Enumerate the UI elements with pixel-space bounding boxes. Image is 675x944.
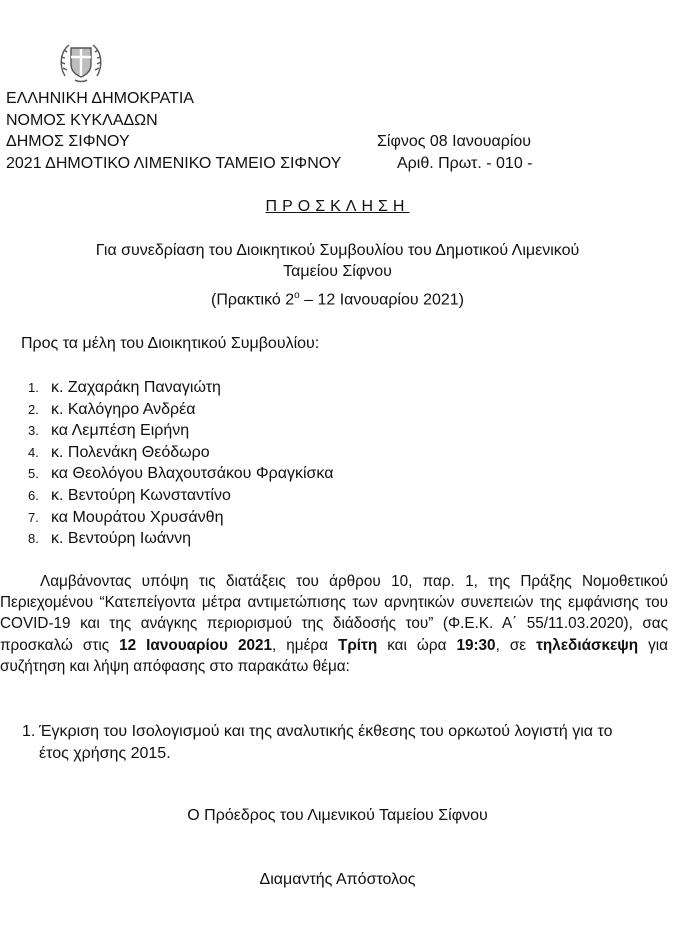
minutes-reference bbox=[0, 290, 675, 309]
member-item bbox=[28, 485, 333, 507]
member-item bbox=[28, 528, 333, 550]
meeting-purpose bbox=[0, 240, 675, 282]
member-number: 7. bbox=[28, 509, 39, 525]
agenda-item bbox=[22, 721, 627, 765]
member-item bbox=[28, 507, 333, 529]
body-text-part: για συζήτηση και λήψη απόφασης στο παρακάτω θέμα: bbox=[0, 636, 669, 675]
minutes-ordinal: ο bbox=[294, 290, 300, 301]
member-name: κ. Ζαχαράκη Παναγιώτη bbox=[51, 379, 221, 396]
member-item bbox=[28, 463, 333, 485]
member-number: 1. bbox=[28, 380, 39, 395]
signature-role: Ο Πρόεδρος του Λιμενικού Ταμείου Σίφνου bbox=[187, 807, 488, 824]
body-text-part: , ημέρα bbox=[272, 636, 338, 654]
member-number: 6. bbox=[28, 487, 39, 503]
purpose-line: Ταμείου Σίφνου bbox=[283, 263, 392, 280]
protocol-number: Αριθ. Πρωτ. - 010 - bbox=[397, 154, 533, 172]
document-title: ΠΡΟΣΚΛΗΣΗ bbox=[265, 198, 410, 215]
member-name: κ. Βεντούρη Ιωάννη bbox=[51, 530, 191, 548]
member-number: 5. bbox=[28, 466, 39, 482]
member-name: κ. Καλόγηρο Ανδρέα bbox=[51, 400, 196, 418]
body-text-part: Λαμβάνοντας υπόψη τις διατάξεις του άρθρου 10, παρ. 1, της Πράξης Νομοθετικού Περιεχομένου “Κατεπείγοντα μέτρα αντιμετώπισης των αρνητικών συνεπειών της εμφάνισης του COVID-19 και της ανάγκης περιορισμού της διάδοσής του” (Φ.Ε.Κ. Α΄ 55/11.03.2020), σας προσκαλώ στις bbox=[0, 573, 668, 654]
purpose-line: Για συνεδρίαση του Διοικητικού Συμβουλίου του Δημοτικού Λιμενικού bbox=[95, 242, 580, 259]
place-date: Σίφνος 08 Ιανουαρίου bbox=[377, 133, 532, 150]
member-number: 8. bbox=[28, 531, 39, 547]
meeting-time: 19:30 bbox=[456, 636, 496, 654]
invitation-body bbox=[0, 571, 668, 677]
meeting-date: 12 Ιανουαρίου 2021 bbox=[119, 636, 272, 654]
member-name: κα Θεολόγου Βλαχουτσάκου Φραγκίσκα bbox=[51, 465, 334, 483]
header-line-republic: ΕΛΛΗΝΙΚΗ ΔΗΜΟΚΡΑΤΙΑ bbox=[6, 90, 194, 107]
member-number: 4. bbox=[28, 444, 39, 460]
member-name: κα Μουράτου Χρυσάνθη bbox=[51, 508, 224, 526]
member-name: κα Λεμπέση Ειρήνη bbox=[51, 422, 190, 440]
header-line-municipality: ΔΗΜΟΣ ΣΙΦΝΟΥ bbox=[6, 133, 130, 150]
header-line-prefecture: ΝΟΜΟΣ ΚΥΚΛΑΔΩΝ bbox=[6, 111, 158, 129]
body-indent bbox=[0, 573, 40, 590]
member-item bbox=[28, 442, 333, 464]
member-item bbox=[28, 420, 333, 442]
agenda-item-number: 1. bbox=[22, 723, 36, 740]
meeting-day: Τρίτη bbox=[337, 636, 378, 654]
header-line-port-fund: 2021 ΔΗΜΟΤΙΚΟ ΛΙΜΕΝΙΚΟ ΤΑΜΕΙΟ ΣΙΦΝΟΥ bbox=[6, 154, 342, 172]
member-number: 2. bbox=[28, 401, 39, 417]
agenda-item-text: Έγκριση του Ισολογισμού και της αναλυτικής έκθεσης του ορκωτού λογιστή για το έτος χρήσης 2015. bbox=[39, 723, 613, 762]
body-text-part: και ώρα bbox=[377, 636, 457, 654]
greek-coat-of-arms-icon bbox=[55, 36, 107, 88]
header-right-block bbox=[377, 131, 533, 174]
signature-name: Διαμαντής Απόστολος bbox=[259, 871, 416, 888]
members-list bbox=[28, 377, 333, 550]
member-number: 3. bbox=[28, 423, 39, 439]
member-name: κ. Βεντούρη Κωνσταντίνο bbox=[51, 486, 231, 504]
minutes-suffix: – 12 Ιανουαρίου 2021) bbox=[299, 291, 464, 309]
body-text-part: , σε bbox=[495, 636, 537, 654]
header-left-block bbox=[6, 88, 341, 174]
addressee-line: Προς τα μέλη του Διοικητικού Συμβουλίου: bbox=[21, 335, 320, 352]
member-item bbox=[28, 399, 333, 421]
meeting-mode: τηλεδιάσκεψη bbox=[536, 636, 639, 654]
member-name: κ. Πολενάκη Θεόδωρο bbox=[51, 443, 210, 461]
member-item bbox=[28, 377, 333, 399]
minutes-prefix: (Πρακτικό 2 bbox=[210, 291, 295, 309]
